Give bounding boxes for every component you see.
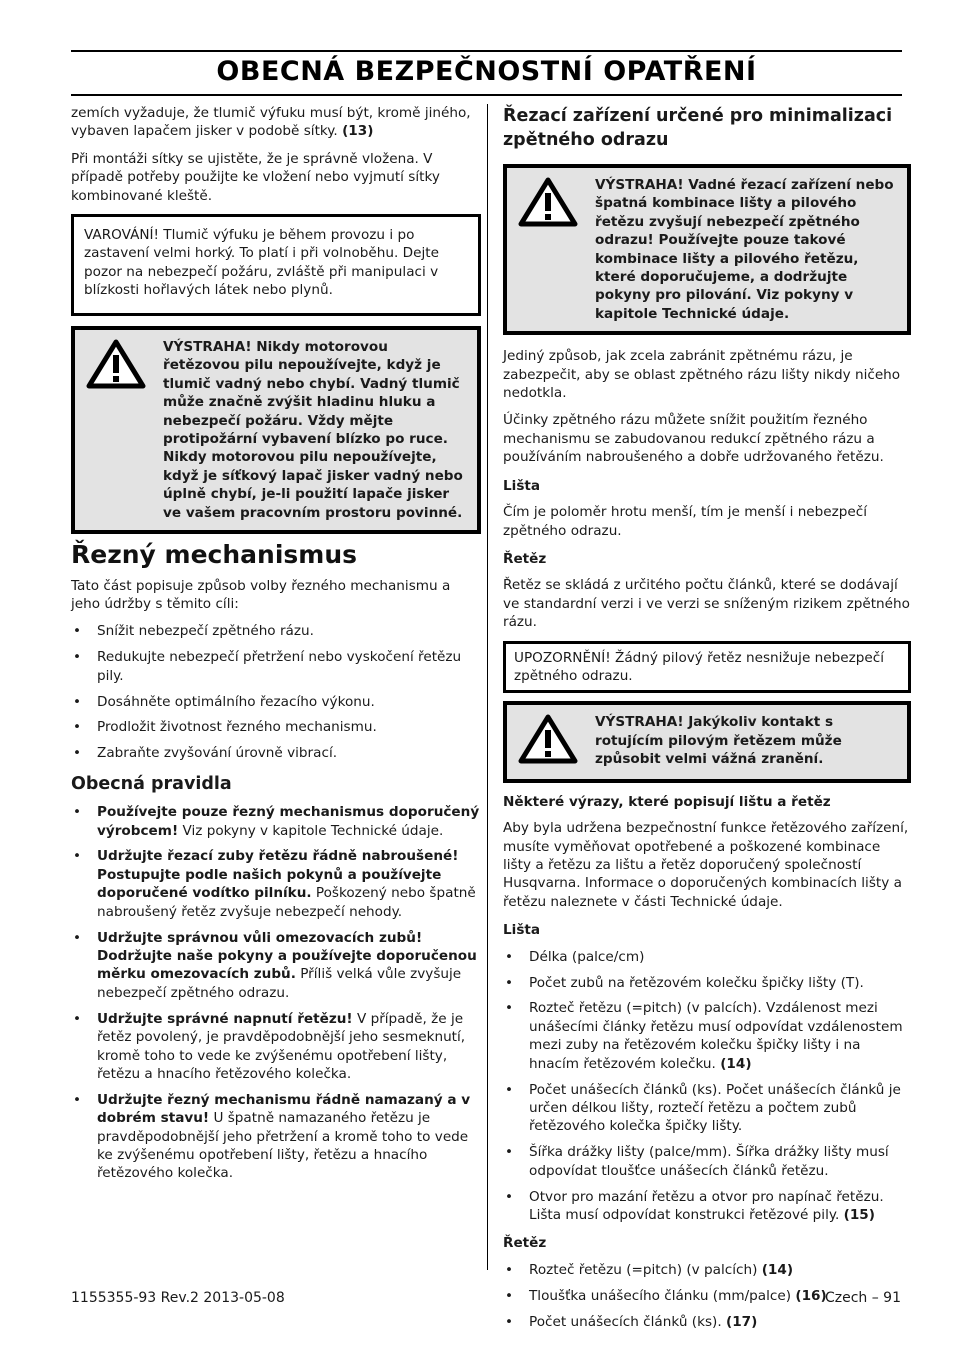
figure-ref: (17) [725, 1313, 758, 1330]
caution-text: VAROVÁNÍ! Tlumič výfuku je během provozu i po zastavení velmi horký. To platí i při volnoběhu. Dejte pozor na nebezpečí požáru, zvláště při manipulaci v blízkosti hořlavých látek nebo plynů. [84, 227, 439, 299]
rules-list [71, 803, 481, 1183]
section-heading: Řezný mechanismus [71, 540, 358, 570]
list-item: • Prodložit životnost řezného mechanismu. [71, 718, 481, 736]
list-item: • Rozteč řetězu (=pitch) (v palcích) (14) [503, 1261, 911, 1279]
warning-triangle-icon [517, 713, 595, 770]
figure-ref: (14) [761, 1261, 794, 1278]
subsection-heading: Obecná pravidla [71, 773, 232, 794]
list-item: • Otvor pro mazání řetězu a otvor pro napínač řetězu. Lišta musí odpovídat konstrukci řetězové pily. (15) [503, 1188, 911, 1225]
footer-page-number: Czech – 91 [824, 1290, 901, 1306]
warning-box [503, 164, 911, 335]
minor-heading: Řetěz [503, 1235, 547, 1252]
list-item: • Udržujte řezací zuby řetězu řádně nabroušené! Postupujte podle našich pokynů a používejte doporučené vodítko pilníku. Poškozený nebo špatně nabroušený řetěz zvyšuje nebezpečí nehody. [71, 847, 481, 921]
paragraph: Při montáži sítky se ujistěte, že je správně vložena. V případě potřeby použijte ke vložení nebo vyjmutí sítky kombinované kleště. [71, 150, 440, 204]
list-item: • Udržujte řezný mechanismu řádně namazaný a v dobrém stavu! U špatně namazaného řetězu je pravděpodobnější jeho přetržení a kromě toho to vede ke zvýšenému opotřebení lišty, řetězu a hnacího řetězového kolečka. [71, 1091, 481, 1183]
warning-box [71, 326, 481, 534]
figure-ref: (15) [843, 1206, 875, 1223]
paragraph: Čím je poloměr hrotu menší, tím je menší i nebezpečí zpětného odrazu. [503, 504, 868, 539]
warning-text: VÝSTRAHA! Vadné řezací zařízení nebo špatná kombinace lišty a pilového řetězu zvyšují nebezpečí zpětného odrazu! Používejte pouze takové kombinace lišty a pilového řetězu, které doporučujeme, a dodržujte pokyny pro pilování. Viz pokyny v kapitole Technické údaje. [595, 177, 894, 322]
warning-triangle-icon [517, 176, 595, 323]
left-column [71, 104, 481, 1191]
caution-box [71, 214, 481, 316]
list-item: • Tloušťka unášecího článku (mm/palce) (16) [503, 1287, 911, 1305]
caution-box [503, 641, 911, 694]
header-rule-bottom [71, 94, 902, 96]
warning-text: VÝSTRAHA! Jakýkoliv kontakt s rotujícím pilovým řetězem může způsobit velmi vážná zranění. [595, 714, 842, 768]
list-item: • Počet zubů na řetězovém kolečku špičky lišty (T). [503, 974, 911, 992]
list-item: • Délka (palce/cm) [503, 948, 911, 966]
list-item: • Používejte pouze řezný mechanismus doporučený výrobcem! Viz pokyny v kapitole Technické údaje. [71, 803, 481, 840]
minor-heading: Lišta [503, 477, 541, 494]
right-column [503, 104, 911, 1339]
list-item: • Udržujte správné napnutí řetězu! V případě, že je řetěz povolený, je pravděpodobnější jeho sesmeknutí, kromě toho to vede ke zvýšenému opotřebení lišty, řetězu a hnacího řetězového kolečka. [71, 1010, 481, 1084]
list-item: • Počet unášecích článků (ks). Počet unášecích článků je určen délkou lišty, roztečí řetězu a počtem zubů řetězového kolečka špičky lišty. [503, 1081, 911, 1136]
footer-doc-id: 1155355-93 Rev.2 2013-05-08 [71, 1290, 285, 1306]
paragraph: Aby byla udržena bezpečnostní funkce řetězového zařízení, musíte vyměňovat opotřebené a poškozené kombinace lišty a řetězu za lištu a řetěz doporučený společností Husqvarna. Informace o doporučených kombinacích lišty a řetězu naleznete v části Technické údaje. [503, 820, 909, 910]
goals-list [71, 622, 481, 762]
page-title: OBECNÁ BEZPEČNOSTNÍ OPATŘENÍ [216, 56, 757, 87]
header-rule-top [71, 50, 902, 52]
list-item: • Snížit nebezpečí zpětného rázu. [71, 622, 481, 640]
figure-ref: (16) [795, 1287, 827, 1304]
column-divider [487, 104, 488, 1270]
list-item: • Dosáhněte optimálního řezacího výkonu. [71, 693, 481, 711]
warning-box [503, 701, 911, 782]
minor-heading: Lišta [503, 922, 541, 939]
paragraph: zemích vyžaduje, že tlumič výfuku musí být, kromě jiného, vybaven lapačem jisker v podobě sítky. (13) [71, 105, 471, 140]
minor-heading: Některé výrazy, které popisují lištu a řetěz [503, 793, 831, 810]
list-item: • Rozteč řetězu (=pitch) (v palcích). Vzdálenost mezi unášecími články řetězu musí odpovídat vzdálenostem mezi zuby na řetězovém kolečku špičky lišty i na hnacím řetězovém kolečku. (14) [503, 999, 911, 1073]
paragraph: Řetěz se skládá z určitého počtu článků, které se dodávají ve standardní verzi i ve verzi se sníženým rizikem zpětného rázu. [503, 577, 910, 631]
list-item: • Zabraňte zvyšování úrovně vibrací. [71, 744, 481, 762]
warning-text: VÝSTRAHA! Nikdy motorovou řetězovou pilu nepoužívejte, když je tlumič vadný nebo chybí. Vadný tlumič může značně zvýšit hladinu hluku a nebezpečí požáru. Vždy mějte protipožární vybavení blízko po ruce. Nikdy motorovou pilu nepoužívejte, když je síťkový lapač jisker vadný nebo úplně chybí, je-li použití lapače jisker ve vašem pracovním prostoru povinné. [163, 339, 463, 521]
caution-text: UPOZORNĚNÍ! Žádný pilový řetěz nesnižuje nebezpečí zpětného odrazu. [514, 649, 884, 684]
minor-heading: Řetěz [503, 550, 547, 567]
list-item: • Šířka drážky lišty (palce/mm). Šířka drážky lišty musí odpovídat tloušťce unášecích článků řetězu. [503, 1143, 911, 1180]
warning-triangle-icon [85, 338, 163, 522]
paragraph: Tato část popisuje způsob volby řezného mechanismu a jeho údržby s těmito cíli: [71, 577, 451, 612]
bar-terms-list [503, 948, 911, 1225]
figure-ref: (14) [720, 1055, 752, 1072]
paragraph: Jediný způsob, jak zcela zabránit zpětnému rázu, je zabezpečit, aby se oblast zpětného rázu lišty nikdy ničeho nedotkla. [503, 348, 901, 402]
subsection-heading: Řezací zařízení určené pro minimalizaci zpětného odrazu [503, 106, 893, 150]
list-item: • Udržujte správnou vůli omezovacích zubů! Dodržujte naše pokyny a používejte doporučenou měrku omezovacích zubů. Příliš velká vůle zvyšuje nebezpečí zpětného odrazu. [71, 929, 481, 1003]
list-item: • Redukujte nebezpečí přetržení nebo vyskočení řetězu pily. [71, 648, 481, 685]
paragraph: Účinky zpětného rázu můžete snížit použitím řezného mechanismu se zabudovanou redukcí zpětného rázu a používáním nabroušeného a dobře udržovaného řetězu. [503, 412, 884, 466]
list-item: • Počet unášecích článků (ks). (17) [503, 1313, 911, 1331]
figure-ref: (13) [342, 123, 374, 140]
